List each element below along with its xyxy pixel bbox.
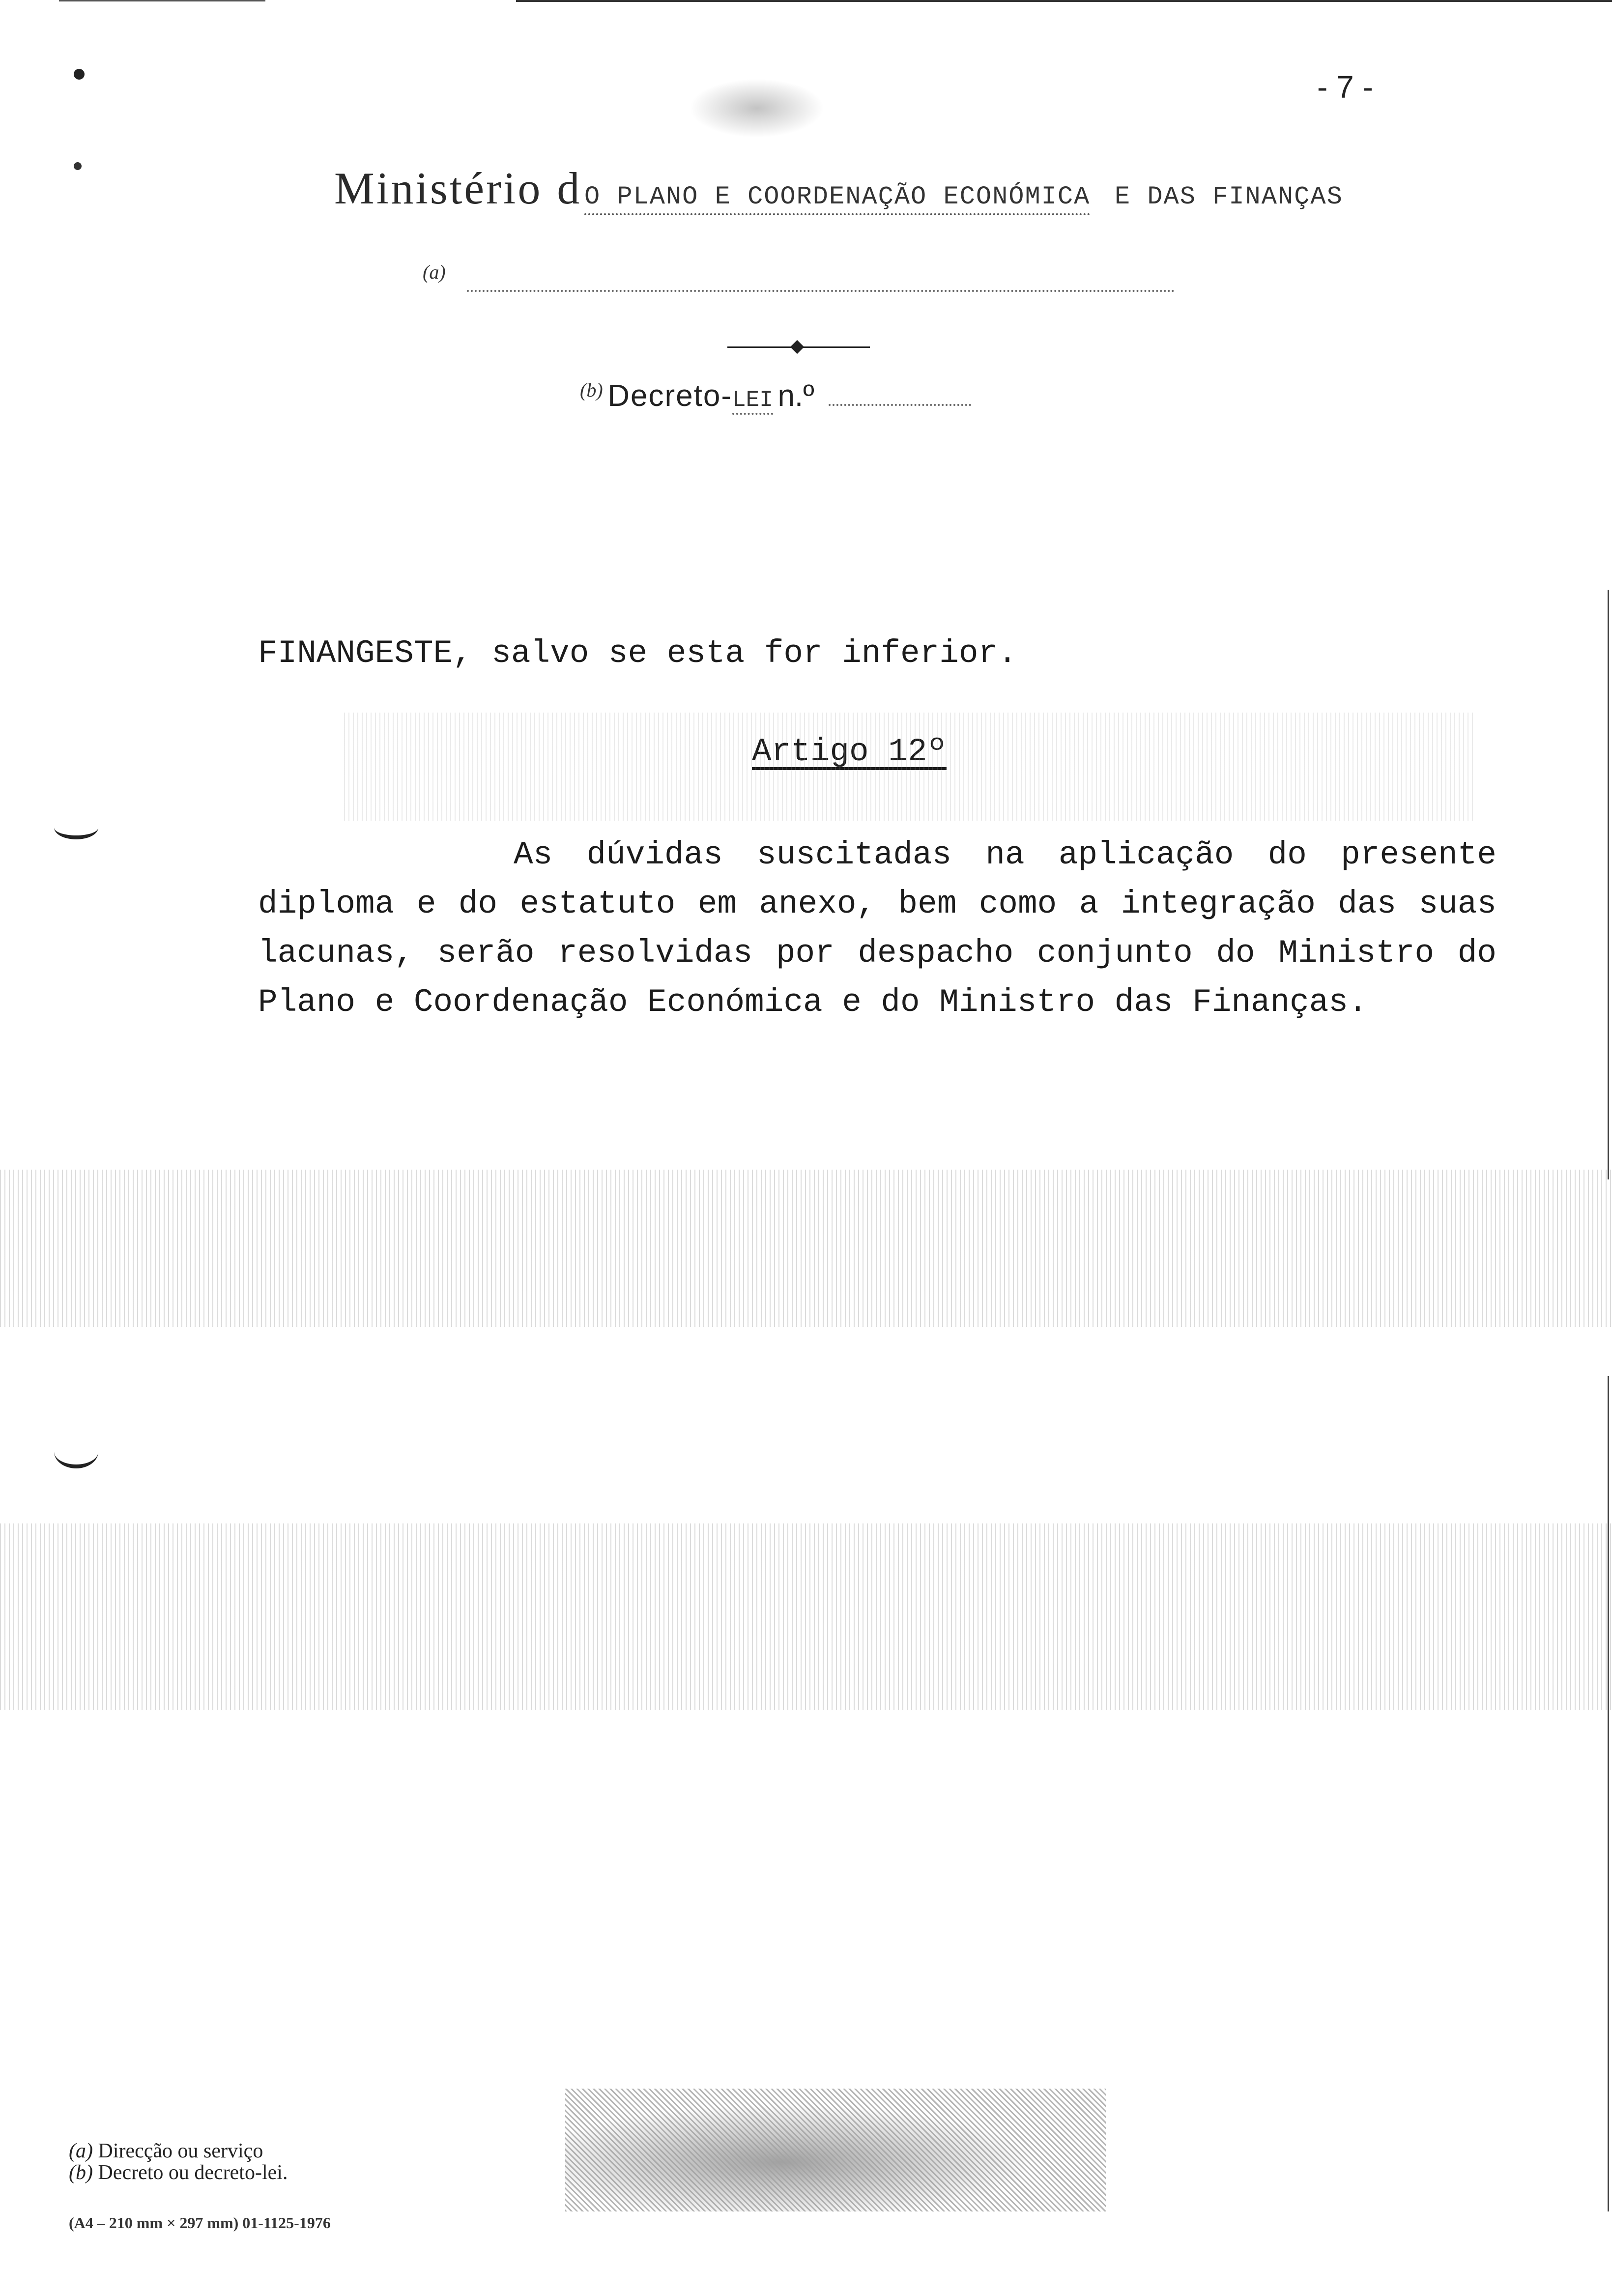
scan-edge-line xyxy=(59,0,265,1)
ministry-header xyxy=(334,162,1563,221)
decree-number-dotted-line xyxy=(829,404,971,406)
binding-hole-mark xyxy=(54,816,98,839)
footnote-text: Decreto ou decreto-lei. xyxy=(98,2161,288,2184)
decree-field-label: (b) xyxy=(580,379,603,401)
page-number: - 7 - xyxy=(1317,69,1373,105)
footnote-a xyxy=(69,2140,288,2162)
footnote-letter: (a) xyxy=(69,2140,93,2162)
footnote-b xyxy=(69,2162,288,2183)
scan-smudge xyxy=(678,74,835,143)
scan-speck xyxy=(74,69,85,80)
form-reference: (A4 – 210 mm × 297 mm) 01-1125-1976 xyxy=(69,2214,331,2232)
continuation-text: FINANGESTE, salvo se esta for inferior. xyxy=(258,635,1017,672)
scan-edge-line xyxy=(1608,590,1609,1179)
ministry-name-tail: E DAS FINANÇAS xyxy=(1114,182,1343,211)
service-field xyxy=(423,260,446,295)
divider-diamond-icon xyxy=(790,340,804,354)
decree-lei: LEI xyxy=(732,387,773,415)
decree-word: Decreto- xyxy=(607,379,732,413)
scan-edge-line xyxy=(1608,1376,1609,2211)
footnote-letter: (b) xyxy=(69,2161,93,2184)
ministry-prefix: Ministério xyxy=(334,163,543,213)
binding-hole-mark xyxy=(54,1435,98,1468)
ministry-d: d xyxy=(557,163,580,213)
scan-noise-band xyxy=(0,1170,1612,1327)
decree-line xyxy=(580,378,971,413)
ministry-name: O PLANO E COORDENAÇÃO ECONÓMICA xyxy=(584,182,1090,215)
scan-edge-line xyxy=(516,0,1612,2)
article-heading: Artigo 12º xyxy=(752,733,947,770)
footnotes xyxy=(69,2140,288,2183)
decree-number-label: n.º xyxy=(777,379,814,413)
scan-noise-band xyxy=(344,713,1474,821)
header-divider xyxy=(727,340,870,355)
scan-noise-band xyxy=(0,1523,1612,1710)
footnote-text: Direcção ou serviço xyxy=(98,2140,263,2162)
service-field-dotted-line xyxy=(467,290,1175,292)
scan-smudge xyxy=(565,2089,1106,2211)
article-paragraph: As dúvidas suscitadas na aplicação do presente diploma e do estatuto em anexo, bem como a integração das suas lacunas, serão resolvidas por despacho conjunto do Ministro do Plano e Coordenação Económica e do Ministro das Finanças. xyxy=(258,836,1497,1021)
service-field-label: (a) xyxy=(423,261,446,283)
scan-speck xyxy=(74,162,82,170)
